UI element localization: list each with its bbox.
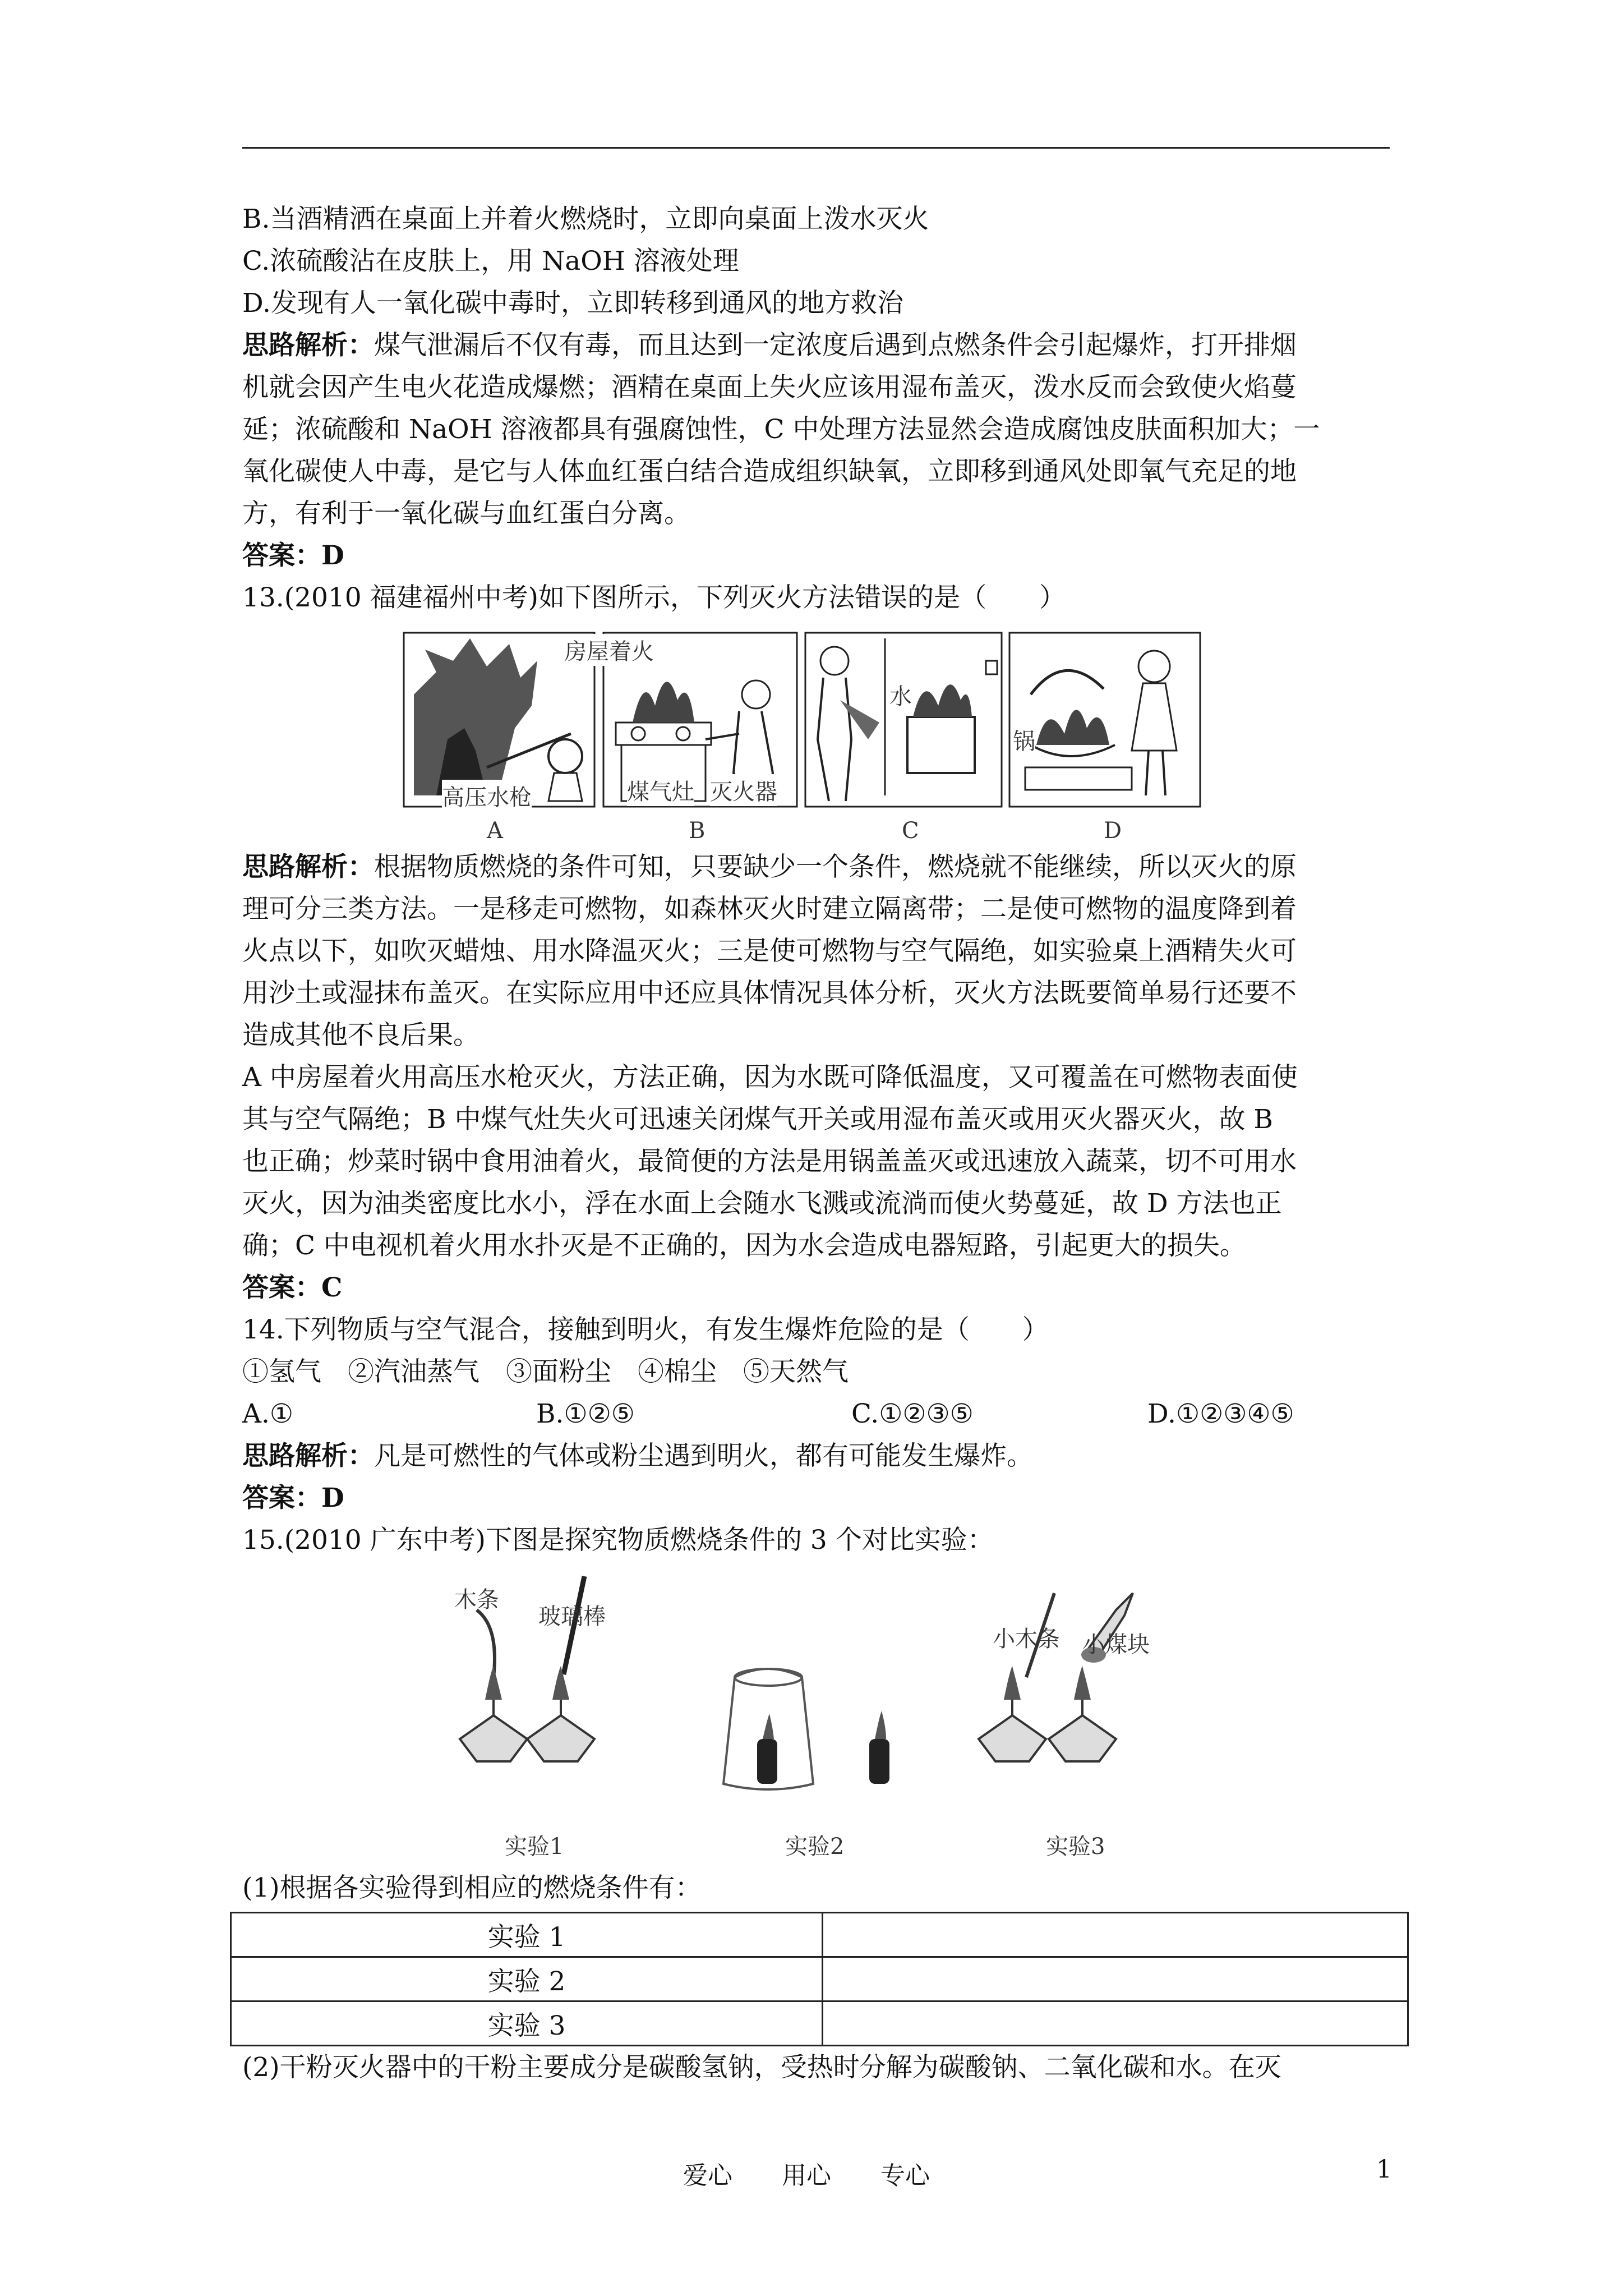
q13-answer: 答案：C bbox=[242, 1272, 343, 1303]
q12-analysis-line-1: 思路解析：煤气泄漏后不仅有毒，而且达到一定浓度后遇到点燃条件会引起爆炸，打开排烟 bbox=[242, 330, 1297, 361]
q15-sub1: (1)根据各实验得到相应的燃烧条件有： bbox=[242, 1872, 702, 1903]
q15-sub2: (2)干粉灭火器中的干粉主要成分是碳酸氢钠，受热时分解为碳酸钠、二氧化碳和水。在灭 bbox=[242, 2052, 1281, 2083]
label-small-wood-strip: 小木条 bbox=[993, 1626, 1060, 1652]
q14-option-a: A.① bbox=[242, 1398, 294, 1429]
q13-analysis-line-8: 也正确；炒菜时锅中食用油着火，最简便的方法是用锅盖盖灭或迅速放入蔬菜，切不可用水 bbox=[242, 1146, 1297, 1177]
q14-option-d: D.①②③④⑤ bbox=[1147, 1398, 1294, 1429]
label-water-gun: 高压水枪 bbox=[442, 780, 532, 812]
answer-blank-2[interactable] bbox=[823, 1957, 1408, 2001]
q12-option-b: B.当酒精洒在桌面上并着火燃烧时，立即向桌面上泼水灭火 bbox=[242, 204, 929, 234]
q13-analysis-line-2: 理可分三类方法。一是移走可燃物，如森林灭火时建立隔离带；二是使可燃物的温度降到着 bbox=[242, 894, 1297, 924]
q13-analysis-line-9: 灭火，因为油类密度比水小，浮在水面上会随水飞溅或流淌而使火势蔓延，故 D 方法也正 bbox=[242, 1188, 1282, 1219]
analysis-label: 思路解析： bbox=[242, 852, 374, 882]
q13-analysis-line-5: 造成其他不良后果。 bbox=[242, 1020, 479, 1051]
label-glass-rod: 玻璃棒 bbox=[538, 1604, 606, 1630]
analysis-label: 思路解析： bbox=[242, 330, 374, 361]
q12-analysis-line-4: 氧化碳使人中毒，是它与人体血红蛋白结合造成组织缺氧，立即移到通风处即氧气充足的地 bbox=[242, 456, 1297, 487]
q13-analysis-line-7: 其与空气隔绝；B 中煤气灶失火可迅速关闭煤气开关或用湿布盖灭或用灭火器灭火，故 B bbox=[242, 1104, 1273, 1135]
label-wood-strip: 木条 bbox=[454, 1587, 499, 1613]
panel-c-tv-fire bbox=[805, 633, 1002, 807]
q13-stem: 13.(2010 福建福州中考)如下图所示，下列灭火方法错误的是（ ） bbox=[242, 582, 1066, 613]
q12-analysis-line-5: 方，有利于一氧化碳与血红蛋白分离。 bbox=[242, 498, 690, 529]
table-cell-experiment-2: 实验 2 bbox=[231, 1957, 823, 2001]
label-gas-stove: 煤气灶 bbox=[627, 774, 694, 806]
caption-d: D bbox=[1104, 818, 1122, 844]
table-row bbox=[231, 1913, 1408, 1957]
experiment-2-drawing bbox=[723, 1669, 889, 1789]
caption-c: C bbox=[902, 818, 919, 844]
answer-blank-3[interactable] bbox=[823, 2001, 1408, 2046]
combustion-experiments-figure bbox=[437, 1571, 1178, 1862]
q12-analysis-line-3: 延；浓硫酸和 NaOH 溶液都具有强腐蚀性，C 中处理方法显然会造成腐蚀皮肤面积加大；一 bbox=[242, 414, 1320, 445]
page-number: 1 bbox=[1376, 2155, 1392, 2184]
label-wok: 锅 bbox=[1013, 724, 1035, 756]
q14-option-c: C.①②③⑤ bbox=[851, 1398, 974, 1429]
q14-stem: 14.下列物质与空气混合，接触到明火，有发生爆炸危险的是（ ） bbox=[242, 1314, 1049, 1345]
table-cell-experiment-1: 实验 1 bbox=[231, 1913, 823, 1957]
q13-analysis-line-10: 确；C 中电视机着火用水扑灭是不正确的，因为水会造成电器短路，引起更大的损失。 bbox=[242, 1230, 1246, 1261]
q14-answer: 答案：D bbox=[242, 1483, 344, 1513]
q12-analysis-line-2: 机就会因产生电火花造成爆燃；酒精在桌面上失火应该用湿布盖灭，泼水反而会致使火焰蔓 bbox=[242, 372, 1297, 403]
table-cell-experiment-3: 实验 3 bbox=[231, 2001, 823, 2046]
header-rule bbox=[242, 147, 1390, 149]
q13-analysis-line-6: A 中房屋着火用高压水枪灭火，方法正确，因为水既可降低温度，又可覆盖在可燃物表面使 bbox=[242, 1062, 1298, 1093]
q14-option-b: B.①②⑤ bbox=[536, 1398, 635, 1429]
footer-motto: 爱心 用心 专心 bbox=[683, 2161, 930, 2190]
caption-b: B bbox=[689, 818, 706, 844]
q12-option-c: C.浓硫酸沾在皮肤上，用 NaOH 溶液处理 bbox=[242, 246, 739, 277]
caption-experiment-1: 实验1 bbox=[505, 1834, 564, 1860]
q12-answer: 答案：D bbox=[242, 540, 344, 571]
answer-blank-1[interactable] bbox=[823, 1913, 1408, 1957]
caption-a: A bbox=[487, 818, 503, 844]
label-small-coal: 小煤块 bbox=[1082, 1632, 1150, 1658]
analysis-label: 思路解析： bbox=[242, 1441, 374, 1471]
label-water: 水 bbox=[889, 679, 912, 711]
label-house-fire: 房屋着火 bbox=[564, 634, 654, 666]
table-row bbox=[231, 1957, 1408, 2001]
label-extinguisher: 灭火器 bbox=[710, 774, 777, 806]
panel-d-wok-fire bbox=[1009, 633, 1200, 807]
table-row bbox=[231, 2001, 1408, 2046]
q13-analysis-line-1: 思路解析：根据物质燃烧的条件可知，只要缺少一个条件，燃烧就不能继续，所以灭火的原 bbox=[242, 852, 1297, 882]
caption-experiment-3: 实验3 bbox=[1046, 1834, 1105, 1860]
combustion-conditions-table bbox=[230, 1912, 1409, 2046]
experiment-3-drawing bbox=[979, 1593, 1133, 1761]
caption-experiment-2: 实验2 bbox=[785, 1834, 845, 1860]
q15-stem: 15.(2010 广东中考)下图是探究物质燃烧条件的 3 个对比实验： bbox=[242, 1525, 994, 1556]
q14-items: ①氢气 ②汽油蒸气 ③面粉尘 ④棉尘 ⑤天然气 bbox=[242, 1356, 849, 1387]
q13-analysis-line-3: 火点以下，如吹灭蜡烛、用水降温灭火；三是使可燃物与空气隔绝，如实验桌上酒精失火可 bbox=[242, 936, 1297, 967]
q14-analysis: 思路解析：凡是可燃性的气体或粉尘遇到明火，都有可能发生爆炸。 bbox=[242, 1441, 1033, 1471]
q13-analysis-line-4: 用沙土或湿抹布盖灭。在实际应用中还应具体情况具体分析，灭火方法既要简单易行还要不 bbox=[242, 978, 1297, 1009]
q12-option-d: D.发现有人一氧化碳中毒时，立即转移到通风的地方救治 bbox=[242, 288, 903, 319]
fire-extinguishing-figure bbox=[403, 627, 1233, 818]
